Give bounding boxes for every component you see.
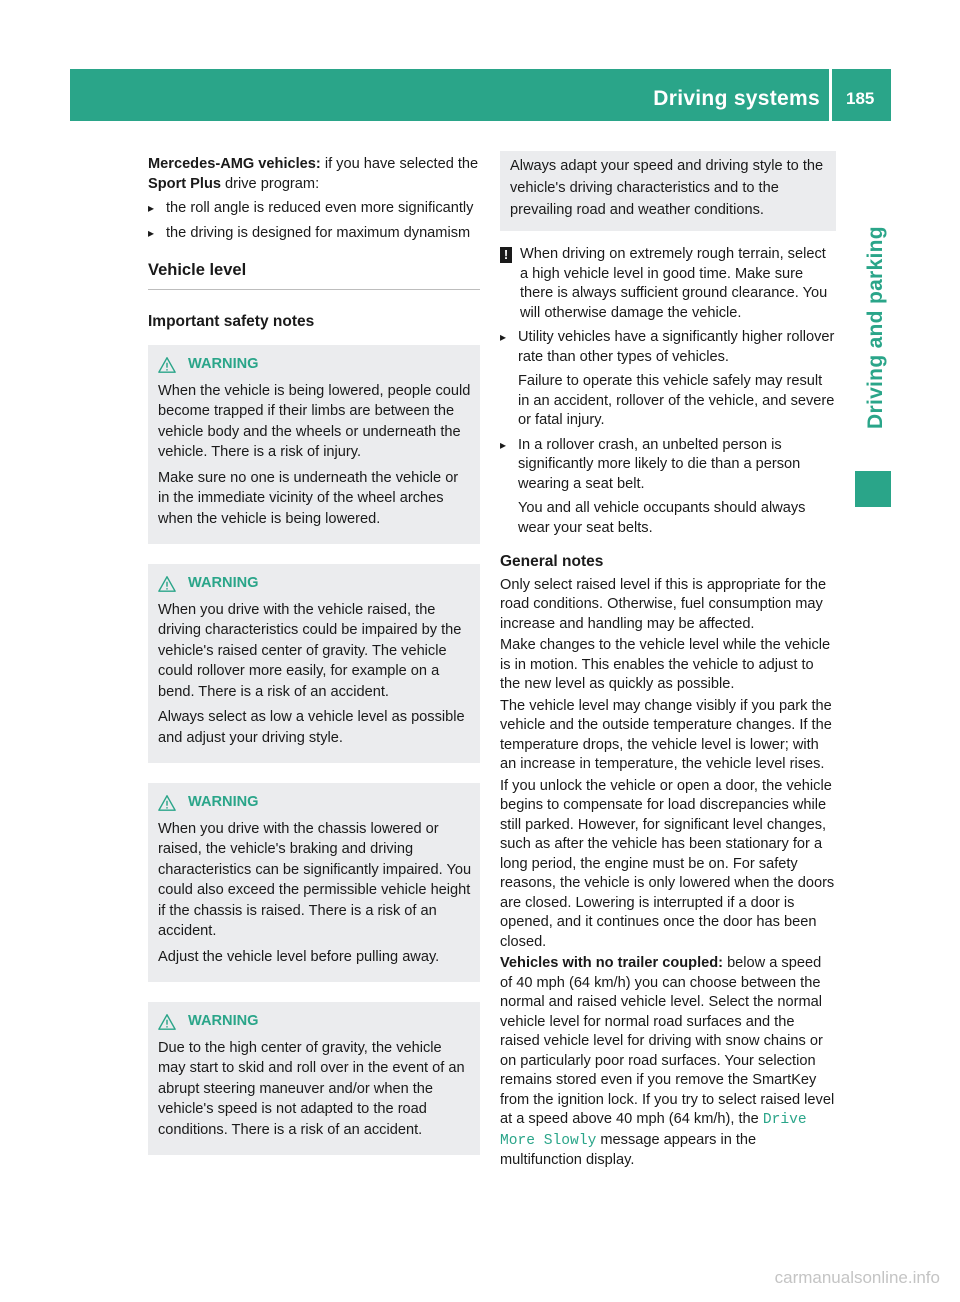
warning-text: When you drive with the vehicle raised, the driving characteristics could be impaired by the vehicle's raised center of gravity. The vehicle could rollover more easily, for example on a bend. There is a risk of an accident. (158, 601, 462, 700)
header-separator (829, 69, 832, 121)
paragraph: Vehicles with no trailer coupled: below a speed of 40 mph (64 km/h) you can choose between the normal and raised vehicle level. Select the normal vehicle level for normal road surfaces and the raised vehicle level for driving with snow chains or on particularly poor road surfaces. Your selection remains stored even if you remove the SmartKey from the ignition lock. If you try to select raised level at a speed above 40 mph (64 km/h), the Drive More Slowly message appears in the multifunction display. (500, 955, 835, 1168)
info-box: Always adapt your speed and driving style to the vehicle's driving characteristics and to the prevailing road and weather conditions. (500, 151, 836, 231)
paragraph: Make changes to the vehicle level while the vehicle is in motion. This enables the vehicle to adjust to the new level as quickly as possible. (500, 637, 831, 692)
left-column (148, 155, 480, 1175)
subsection-title: General notes (500, 553, 604, 570)
paragraph: If you unlock the vehicle or open a door, the vehicle begins to compensate for load discrepancies while still parked. However, for significant level changes, such as after the vehicle has been stationary for a long period, the engine must be on. For safety reasons, the vehicle is only lowered when the doors are closed. Lowering is interrupted if a door is opened, and it continues once the door has been closed. (500, 777, 835, 950)
exclamation-icon: ! (500, 247, 512, 263)
trailer-lead: Vehicles with no trailer coupled: (500, 955, 724, 971)
right-column (500, 155, 836, 1173)
warning-box (148, 564, 480, 763)
page-section-title: Driving systems (653, 87, 820, 110)
damage-note: ! When driving on extremely rough terrain, select a high vehicle level in good time. Make sure there is always sufficient ground clearance. You will otherwise damage the vehicle. (500, 245, 836, 323)
watermark: carmanualsonline.info (774, 1268, 940, 1287)
warning-header: WARNING (158, 793, 472, 813)
warning-triangle-icon (158, 575, 176, 593)
warning-text: When the vehicle is being lowered, people could become trapped if their limbs are between the vehicle body and the wheels or underneath the vehicle. There is a risk of injury. (158, 382, 471, 460)
warning-text: Always select as low a vehicle level as possible and adjust your driving style. (158, 709, 465, 746)
warning-header: WARNING (158, 355, 472, 375)
paragraph: Only select raised level if this is appropriate for the road conditions. Otherwise, fuel consumption may increase and handling may be affected. (500, 576, 827, 632)
warning-text: Make sure no one is underneath the vehicle or in the immediate vicinity of the wheel arches when the vehicle is being lowered. (158, 469, 459, 527)
warning-text: Due to the high center of gravity, the vehicle may start to skid and roll over in the event of an abrupt steering maneuver and/or when the vehicle's speed is not adapted to the road conditions. There is a risk of an accident. (158, 1039, 465, 1138)
warning-box (148, 1002, 480, 1155)
warning-header: WARNING (158, 1012, 472, 1032)
chapter-tab-label: Driving and parking (864, 226, 887, 429)
list-item: ▸ In a rollover crash, an unbelted person is significantly more likely to die than a person wearing a seat belt. You and all vehicle occupants should always wear your seat belts. (500, 436, 836, 539)
subsection-title: Important safety notes (148, 312, 315, 330)
sport-plus-label: Sport Plus (148, 175, 221, 192)
warning-box (148, 345, 480, 544)
list-item: ▸ the driving is designed for maximum dynamism (148, 224, 480, 244)
chapter-tab-marker (855, 471, 891, 507)
amg-paragraph: Mercedes-AMG vehicles: if you have selected the Sport Plus drive program: (148, 156, 479, 192)
paragraph: The vehicle level may change visibly if you park the vehicle and the outside temperature changes. If the temperature drops, the vehicle level is lower; with an increase in temperature, the vehicle level rises. (500, 697, 832, 772)
warning-triangle-icon (158, 794, 176, 812)
warning-triangle-icon (158, 1013, 176, 1031)
warning-triangle-icon (158, 356, 176, 374)
page-number: 185 (846, 89, 875, 108)
amg-lead: Mercedes-AMG vehicles: (148, 156, 321, 172)
warning-header: WARNING (158, 574, 472, 594)
warning-box (148, 783, 480, 982)
warning-text: Adjust the vehicle level before pulling away. (158, 948, 440, 965)
display-message: Drive More Slowly (500, 1112, 807, 1149)
section-title: Vehicle level (148, 261, 480, 290)
general-notes (500, 576, 836, 1171)
list-item: ▸ the roll angle is reduced even more significantly (148, 199, 480, 219)
warning-text: When you drive with the chassis lowered or raised, the vehicle's braking and driving characteristics can be significantly impaired. You could also exceed the permissible vehicle height if the chassis is raised. There is a risk of an accident. (158, 820, 472, 939)
list-item: ▸ Utility vehicles have a significantly higher rollover rate than other types of vehicles. Failure to operate this vehicle safely may result in an accident, rollover of the vehicle, and severe or fatal injury. (500, 328, 836, 431)
